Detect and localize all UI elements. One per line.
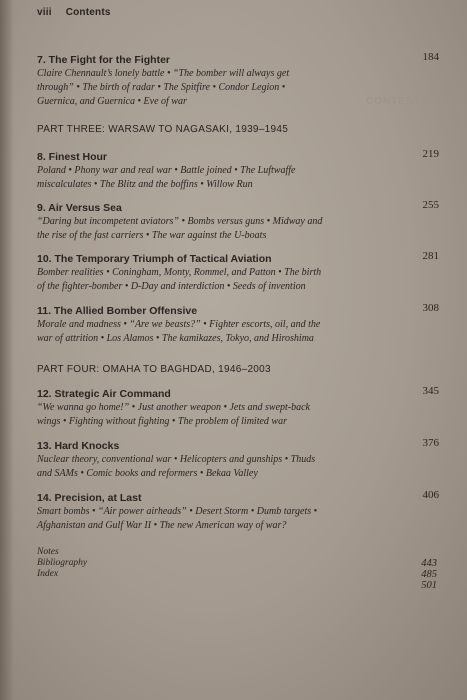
part-heading-three: PART THREE: WARSAW TO NAGASAKI, 1939–1945 [37,124,289,135]
running-header [37,7,111,18]
subjects-line: the rise of the fast carriers • The war against the U-boats [37,230,267,241]
back-matter-page: 443 [421,558,437,569]
chapter-page: 281 [422,250,439,262]
chapter-subjects [37,266,435,294]
subjects-line: Smart bombs • “Air power airheads” • Desert Storm • Dumb targets • [37,506,318,517]
binding-shadow [0,0,14,700]
subjects-line: Bomber realities • Coningham, Monty, Rommel, and Patton • The birth [37,267,322,278]
chapter-subjects [37,67,435,109]
back-matter-label: Bibliography [37,558,88,568]
chapter-subjects [37,453,435,481]
chapter-title: 7. The Fight for the Fighter [37,54,170,66]
chapter-page: 255 [422,199,439,211]
toc-entry-ch13 [37,437,439,481]
subjects-line: Nuclear theory, conventional war • Helicopters and gunships • Thuds [37,454,316,465]
back-matter-item-index [37,569,437,591]
chapter-title: 11. The Allied Bomber Offensive [37,305,198,317]
back-matter-list [37,547,437,591]
chapter-page: 219 [422,148,439,160]
chapter-subjects [37,164,435,192]
subjects-line: Morale and madness • “Are we beasts?” • Fighter escorts, oil, and the [37,319,321,330]
bleed-through-text: CONTENTS [366,96,429,107]
back-matter-page: 485 [421,569,437,580]
chapter-title: 9. Air Versus Sea [37,202,122,214]
chapter-subjects [37,215,435,243]
subjects-line: Claire Chennault’s lonely battle • “The bomber will always get [37,68,290,79]
back-matter-page: 501 [421,580,437,591]
chapter-title: 14. Precision, at Last [37,492,142,504]
chapter-subjects [37,318,435,346]
chapter-title: 10. The Temporary Triumph of Tactical Aviation [37,253,272,265]
subjects-line: through” • The birth of radar • The Spitfire • Condor Legion • [37,82,286,93]
subjects-line: “We wanna go home!” • Just another weapon • Jets and swept-back [37,402,310,413]
part-heading-four: PART FOUR: OMAHA TO BAGHDAD, 1946–2003 [37,364,271,375]
chapter-title: 8. Finest Hour [37,151,108,163]
subjects-line: Afghanistan and Gulf War II • The new American way of war? [37,520,287,531]
chapter-page: 308 [422,302,439,314]
header-title: Contents [65,7,111,18]
subjects-line: Guernica, and Guernica • Eve of war [37,96,187,107]
toc-entry-ch14 [37,489,439,533]
toc-entry-ch9 [37,199,439,243]
subjects-line: Poland • Phony war and real war • Battle joined • The Luftwaffe [37,165,296,176]
chapter-subjects [37,401,435,429]
chapter-title: 12. Strategic Air Command [37,388,171,400]
toc-entry-ch8 [37,148,439,192]
subjects-line: miscalculates • The Blitz and the boffins • Willow Run [37,179,253,190]
subjects-line: war of attrition • Los Alamos • The kamikazes, Tokyo, and Hiroshima [37,333,314,344]
subjects-line: of the fighter-bomber • D-Day and interdiction • Seeds of invention [37,281,306,292]
chapter-page: 345 [422,385,439,397]
toc-entry-ch10 [37,250,439,294]
subjects-line: and SAMs • Comic books and reformers • Bekaa Valley [37,468,258,479]
toc-entry-ch7 [37,51,439,109]
back-matter-label: Index [37,569,59,579]
chapter-subjects [37,505,435,533]
back-matter-label: Notes [37,547,59,557]
chapter-page: 406 [422,489,439,501]
header-page-numeral: viii [37,7,52,18]
chapter-page: 376 [422,437,439,449]
toc-entry-ch11 [37,302,439,346]
chapter-page: 184 [422,51,439,63]
toc-entry-ch12 [37,385,439,429]
subjects-line: “Daring but incompetent aviators” • Bombs versus guns • Midway and [37,216,323,227]
chapter-title: 13. Hard Knocks [37,440,120,452]
subjects-line: wings • Fighting without fighting • The problem of limited war [37,416,287,427]
